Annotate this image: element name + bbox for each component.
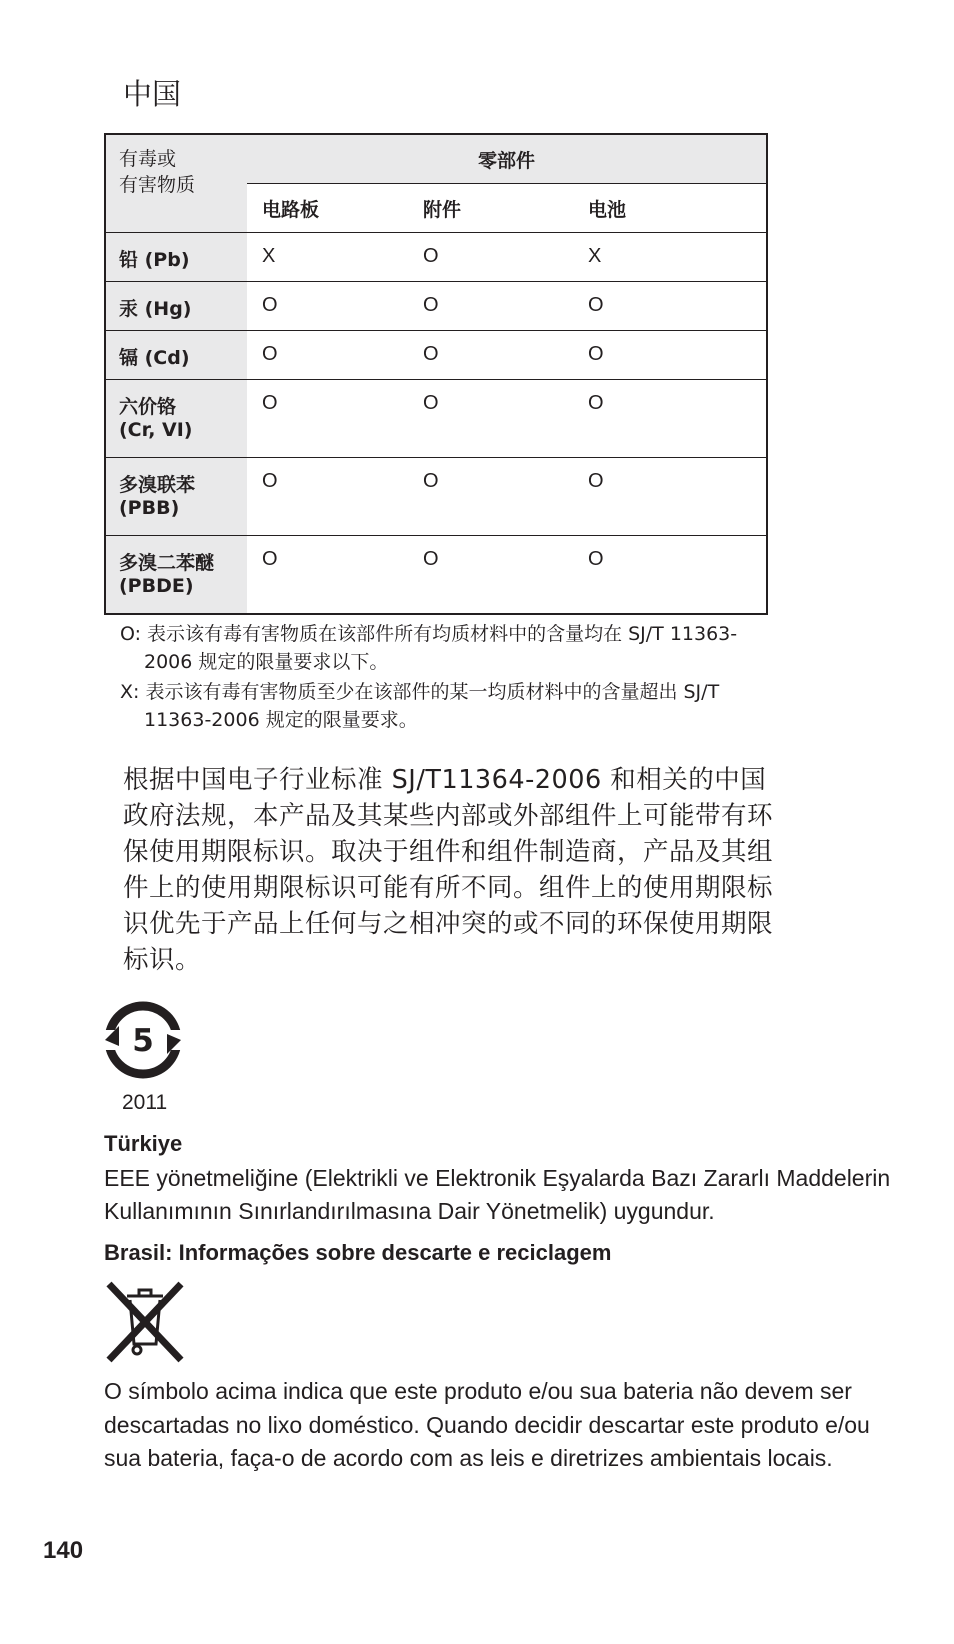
- substance-name: 镉 (Cd): [119, 347, 190, 369]
- substance-cell: [105, 380, 247, 458]
- substance-formula: (PBDE): [119, 575, 194, 597]
- page-number: 140: [43, 1537, 84, 1564]
- value-cell: O: [573, 331, 767, 380]
- turkey-text: EEE yönetmeliğine (Elektrikli ve Elektronik Eşyalarda Bazı Zararlı Maddelerin Kullanımının Sınırlandırılmasına Dair Yönetmelik) uygundur.: [104, 1165, 891, 1224]
- value-cell: O: [408, 282, 573, 331]
- table-row: [105, 331, 767, 380]
- value-cell: O: [423, 548, 439, 570]
- table-header-row: [105, 134, 767, 184]
- substance-formula: (Cr, VI): [119, 419, 193, 441]
- value-cell: O: [408, 458, 573, 536]
- corner-label-line1: 有毒或: [119, 148, 177, 170]
- substance-cell: [105, 331, 247, 380]
- value-cell: O: [573, 458, 767, 536]
- crossed-bin-icon: [103, 1280, 187, 1364]
- substance-name: 多溴二苯醚: [119, 552, 215, 574]
- value-cell: O: [247, 380, 408, 458]
- substance-cell: [105, 282, 247, 331]
- hazardous-substances-table: [104, 133, 768, 615]
- column-header-circuit-board: 电路板: [247, 184, 408, 233]
- table-row: [105, 233, 767, 282]
- note-x-definition: X: 表示该有毒有害物质至少在该部件的某一均质材料中的含量超出 SJ/T 11363-2006 规定的限量要求。: [120, 681, 720, 731]
- substance-name: 多溴联苯: [119, 474, 196, 496]
- efup-paragraph: 根据中国电子行业标准 SJ/T11364-2006 和相关的中国政府法规，本产品及其某些内部或外部组件上可能带有环保使用期限标识。取决于组件和组件制造商，产品及其组件上的使用期限标识可能有所不同。组件上的使用期限标识优先于产品上任何与之相冲突的或不同的环保使用期限标识。: [123, 765, 774, 975]
- substance-cell: [105, 233, 247, 282]
- corner-label-line2: 有害物质: [119, 173, 196, 196]
- note-o-definition: O: 表示该有毒有害物质在该部件所有均质材料中的含量均在 SJ/T 11363-2006 规定的限量要求以下。: [120, 623, 738, 673]
- value-cell: O: [573, 282, 767, 331]
- substance-cell: [105, 458, 247, 536]
- column-header-accessories: 附件: [408, 184, 573, 233]
- value-cell: O: [408, 233, 573, 282]
- value-cell: O: [247, 458, 408, 536]
- section-title-turkey: Türkiye: [104, 1131, 183, 1156]
- section-title-china: 中国: [123, 77, 182, 111]
- efup-number: 5: [132, 1023, 154, 1059]
- bin-wheel: [133, 1346, 141, 1354]
- section-title-brazil: Brasil: Informações sobre descarte e reciclagem: [104, 1240, 612, 1265]
- value-cell: X: [573, 233, 767, 282]
- value-cell: O: [408, 380, 573, 458]
- substance-name: 汞 (Hg): [119, 298, 192, 320]
- value-cell: O: [588, 548, 604, 570]
- value-cell: O: [408, 331, 573, 380]
- value-cell: O: [262, 548, 278, 570]
- table-row: [105, 282, 767, 331]
- column-header-battery: 电池: [573, 184, 767, 233]
- value-cell: X: [247, 233, 408, 282]
- substance-formula: (PBB): [119, 497, 180, 519]
- substance-cell: [105, 536, 247, 615]
- table-row: [105, 536, 767, 615]
- table-row: [105, 458, 767, 536]
- substance-name: 铅 (Pb): [119, 249, 190, 271]
- brazil-text: O símbolo acima indica que este produto e/ou sua bateria não devem ser descartadas no lixo doméstico. Quando decidir descartar este produto e/ou sua bateria, faça-o de acordo com as leis e diretrizes ambientais locais.: [104, 1378, 870, 1471]
- table-row: [105, 380, 767, 458]
- value-cell: O: [247, 282, 408, 331]
- efup-year: 2011: [122, 1091, 168, 1114]
- value-cell: O: [247, 331, 408, 380]
- substance-name: 六价铬: [119, 396, 177, 418]
- value-cell: O: [573, 380, 767, 458]
- table-group-header: 零部件: [247, 134, 767, 184]
- efup-recycle-icon: [103, 1000, 183, 1080]
- table-corner-label: [105, 134, 247, 233]
